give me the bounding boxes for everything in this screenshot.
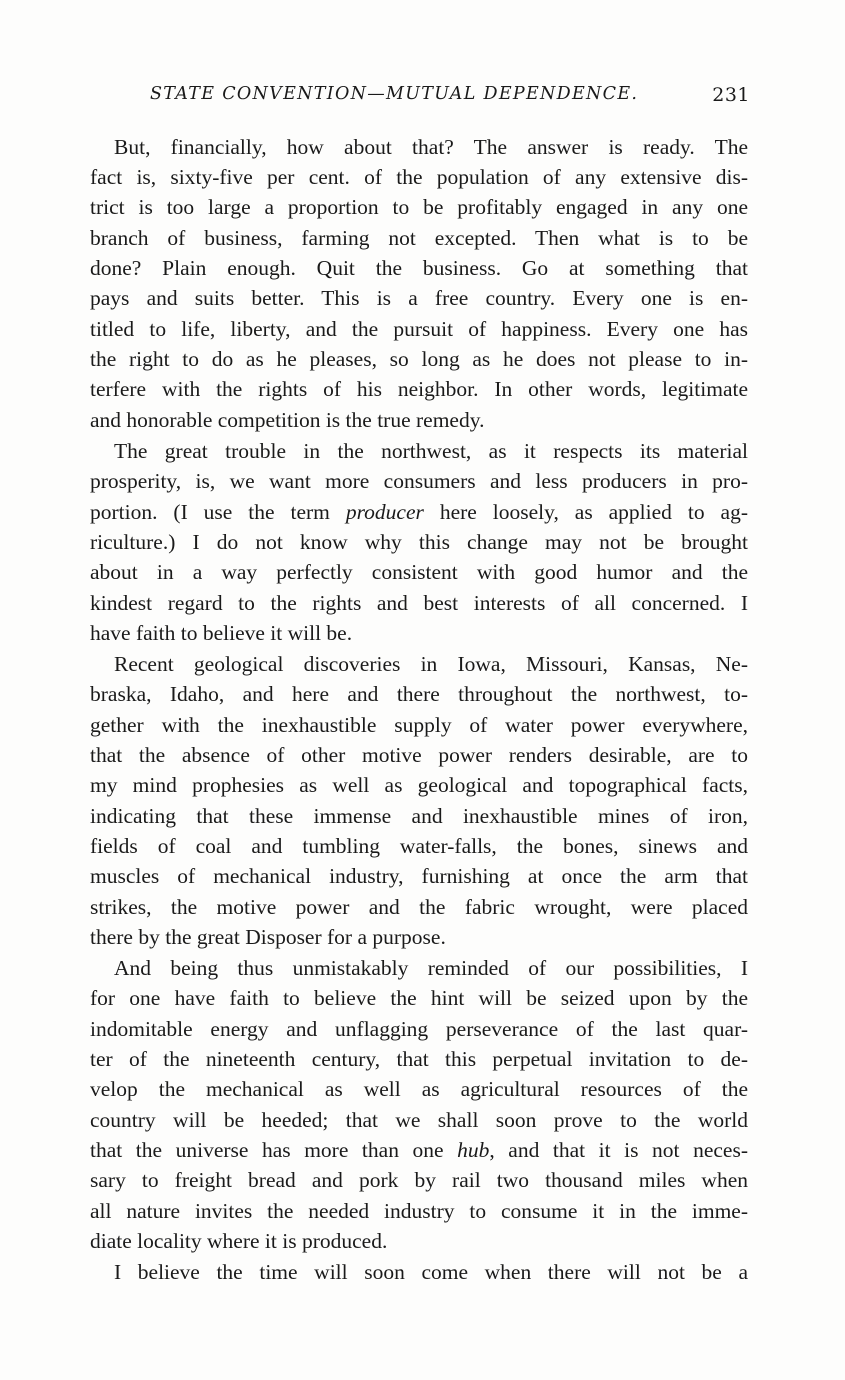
- text-line: pays and suits better. This is a free country. Every one is en-: [90, 286, 748, 310]
- text-segment: here loosely, as applied to ag-: [423, 500, 748, 524]
- page-number: 231: [712, 84, 750, 106]
- text-line: fact is, sixty-five per cent. of the population of any extensive dis-: [90, 165, 748, 189]
- text-line: But, financially, how about that? The answer is ready. The: [114, 135, 748, 159]
- text-line: I believe the time will soon come when there will not be a: [114, 1260, 748, 1284]
- text-segment: that the universe has more than one: [90, 1138, 458, 1162]
- text-line: gether with the inexhaustible supply of water power everywhere,: [90, 713, 748, 737]
- text-line: muscles of mechanical industry, furnishing at once the arm that: [90, 864, 748, 888]
- text-line: braska, Idaho, and here and there throughout the northwest, to-: [90, 682, 748, 706]
- text-line: for one have faith to believe the hint will be seized upon by the: [90, 986, 748, 1010]
- text-line: and honorable competition is the true remedy.: [90, 408, 485, 432]
- text-segment: portion. (I use the term: [90, 500, 346, 524]
- text-segment: , and that it is not neces-: [489, 1138, 748, 1162]
- text-line: trict is too large a proportion to be profitably engaged in any one: [90, 195, 748, 219]
- text-line: my mind prophesies as well as geological and topographical facts,: [90, 773, 748, 797]
- text-line: kindest regard to the rights and best interests of all concerned. I: [90, 591, 748, 615]
- italic-term-hub: hub: [457, 1138, 490, 1162]
- text-line: diate locality where it is produced.: [90, 1229, 388, 1253]
- text-line: that the absence of other motive power renders desirable, are to: [90, 743, 748, 767]
- text-line: riculture.) I do not know why this change may not be brought: [90, 530, 748, 554]
- text-line: The great trouble in the northwest, as it respects its material: [114, 439, 748, 463]
- text-line: country will be heeded; that we shall soon prove to the world: [90, 1108, 748, 1132]
- running-head-title: STATE CONVENTION—MUTUAL DEPENDENCE.: [150, 84, 639, 104]
- text-line: branch of business, farming not excepted. Then what is to be: [90, 226, 748, 250]
- text-line: have faith to believe it will be.: [90, 621, 353, 645]
- text-line: Recent geological discoveries in Iowa, Missouri, Kansas, Ne-: [114, 652, 748, 676]
- text-line: velop the mechanical as well as agricultural resources of the: [90, 1077, 748, 1101]
- text-line: indomitable energy and unflagging perseverance of the last quar-: [90, 1017, 748, 1041]
- italic-term-producer: producer: [345, 500, 424, 524]
- text-line: titled to life, liberty, and the pursuit of happiness. Every one has: [90, 317, 748, 341]
- text-line: the right to do as he pleases, so long as he does not please to in-: [90, 347, 748, 371]
- text-line: done? Plain enough. Quit the business. Go at something that: [90, 256, 748, 280]
- text-line: there by the great Disposer for a purpose.: [90, 925, 446, 949]
- text-line: And being thus unmistakably reminded of our possibilities, I: [114, 956, 748, 980]
- text-line: terfere with the rights of his neighbor. In other words, legitimate: [90, 377, 748, 401]
- running-head: [90, 84, 750, 112]
- text-line: sary to freight bread and pork by rail two thousand miles when: [90, 1168, 748, 1192]
- text-line: all nature invites the needed industry to consume it in the imme-: [90, 1199, 748, 1223]
- text-line: prosperity, is, we want more consumers and less producers in pro-: [90, 469, 748, 493]
- text-line: [90, 497, 748, 527]
- text-line: about in a way perfectly consistent with good humor and the: [90, 560, 748, 584]
- text-line: ter of the nineteenth century, that this perpetual invitation to de-: [90, 1047, 748, 1071]
- text-line: fields of coal and tumbling water-falls, the bones, sinews and: [90, 834, 748, 858]
- text-line: [90, 1135, 748, 1165]
- text-line: strikes, the motive power and the fabric wrought, were placed: [90, 895, 748, 919]
- text-line: indicating that these immense and inexhaustible mines of iron,: [90, 804, 748, 828]
